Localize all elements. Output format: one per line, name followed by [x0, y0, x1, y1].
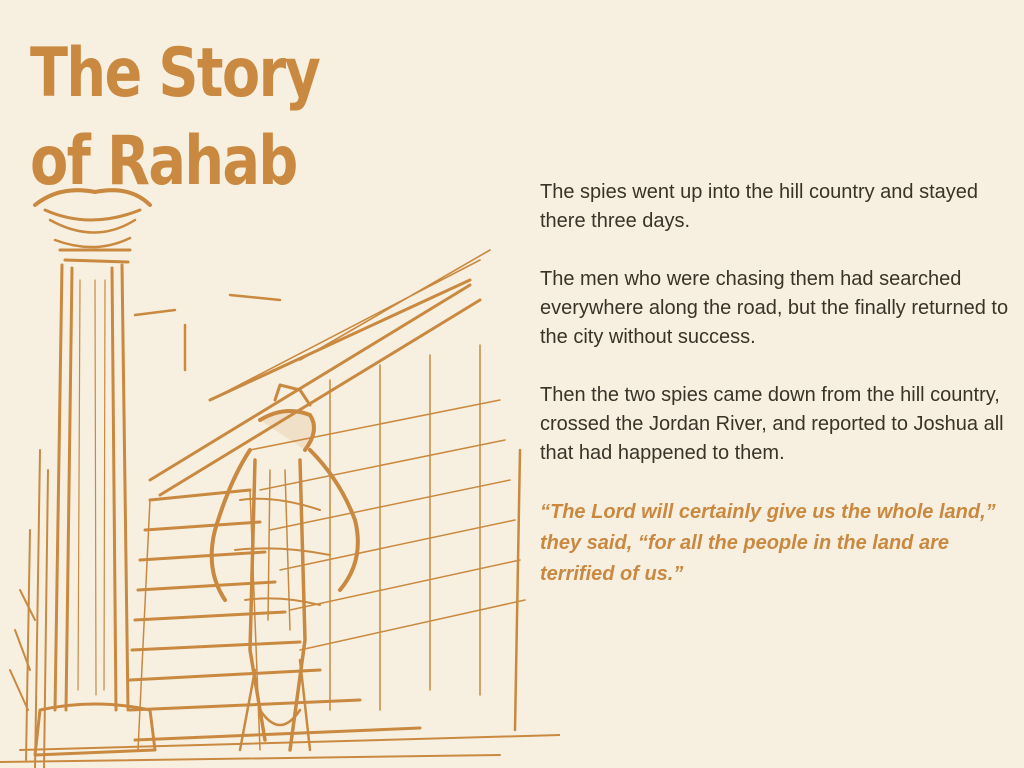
paragraph-3: Then the two spies came down from the hill country, crossed the Jordan River, and reported to Joshua all that had happened to them.: [540, 384, 1004, 464]
story-text: [540, 178, 1010, 619]
slide-title: The Story of Rahab: [30, 34, 320, 201]
paragraph-2: The men who were chasing them had searched everywhere along the road, but the finally returned to the city without success.: [540, 268, 1009, 348]
spies-stairway-illustration: [0, 150, 560, 768]
paragraph-1: The spies went up into the hill country and stayed there three days.: [540, 181, 979, 232]
spies-quote: “The Lord will certainly give us the whole land,” they said, “for all the people in the land are terrified of us.”: [540, 501, 996, 585]
